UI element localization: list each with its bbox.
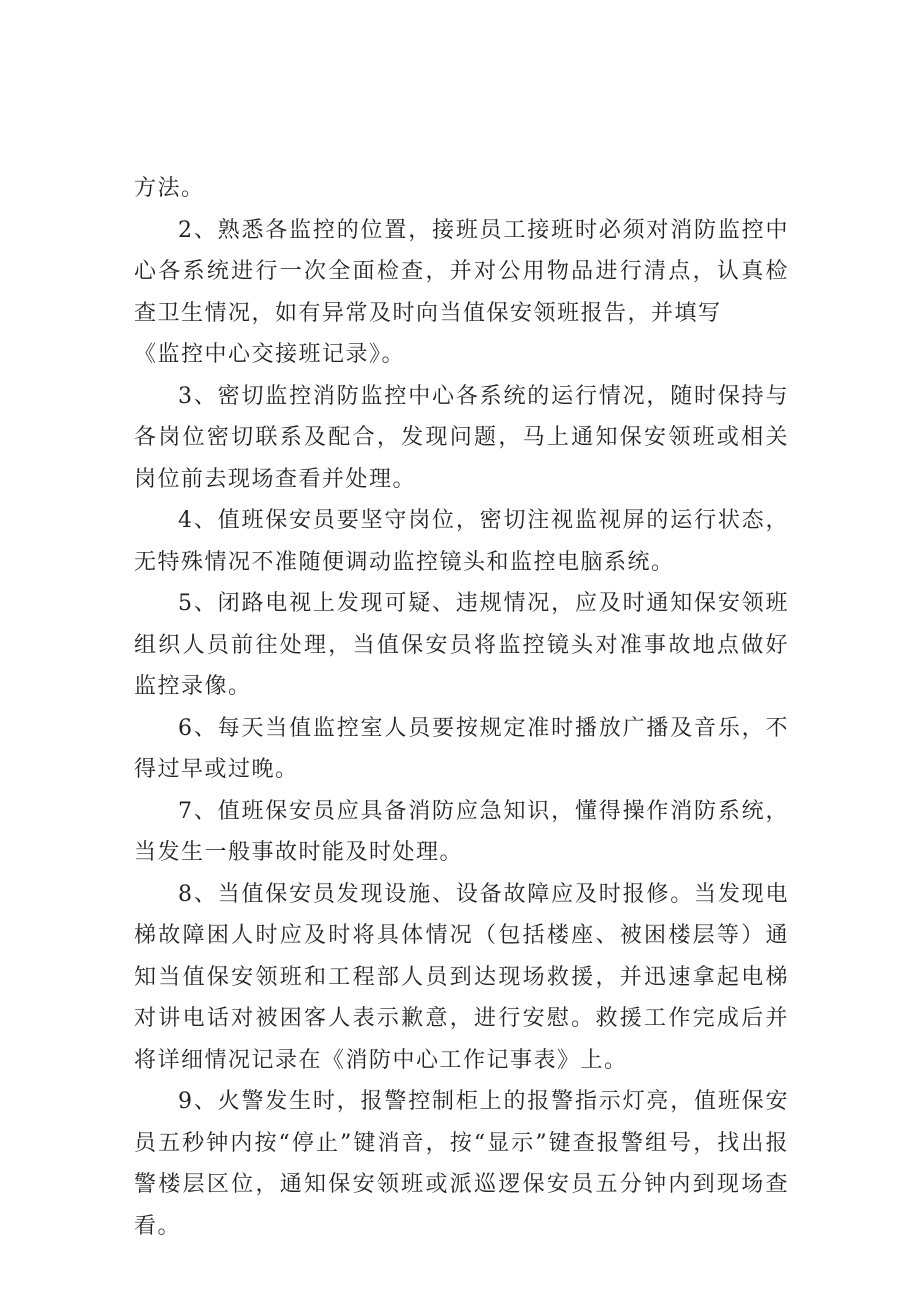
paragraph-item-5: 5、闭路电视上发现可疑、违规情况，应及时通知保安领班组织人员前往处理，当值保安员将监控镜头对准事故地点做好监控录像。 (134, 591, 789, 699)
paragraph-item-2: 2、熟悉各监控的位置，接班员工接班时必须对消防监控中心各系统进行一次全面检查，并对公用物品进行清点，认真检查卫生情况，如有异常及时向当值保安领班报告，并填写 (134, 217, 789, 326)
document-body (134, 168, 789, 1247)
paragraph-item-6: 6、每天当值监控室人员要按规定准时播放广播及音乐，不得过早或过晚。 (134, 715, 789, 782)
paragraph-item-9: 9、火警发生时，报警控制柜上的报警指示灯亮，值班保安员五秒钟内按“停止”键消音，按“显示”键查报警组号，找出报警楼层区位，通知保安领班或派巡逻保安员五分钟内到现场查看。 (134, 1089, 789, 1239)
paragraph-item-2-record-title: 《监控中心交接班记录》。 (134, 342, 406, 367)
paragraph-continuation: 方法。 (134, 176, 205, 201)
paragraph-item-7: 7、值班保安员应具备消防应急知识，懂得操作消防系统，当发生一般事故时能及时处理。 (134, 798, 789, 865)
paragraph-item-8: 8、当值保安员发现设施、设备故障应及时报修。当发现电梯故障困人时应及时将具体情况（包括楼座、被困楼层等）通知当值保安领班和工程部人员到达现场救援，并迅速拿起电梯对讲电话对被困客人表示歉意，进行安慰。救援工作完成后并将详细情况记录在《消防中心工作记事表》上。 (134, 881, 789, 1073)
paragraph-item-4: 4、值班保安员要坚守岗位，密切注视监视屏的运行状态，无特殊情况不准随便调动监控镜头和监控电脑系统。 (134, 508, 789, 575)
paragraph-item-3: 3、密切监控消防监控中心各系统的运行情况，随时保持与各岗位密切联系及配合，发现问题，马上通知保安领班或相关岗位前去现场查看并处理。 (134, 383, 789, 492)
